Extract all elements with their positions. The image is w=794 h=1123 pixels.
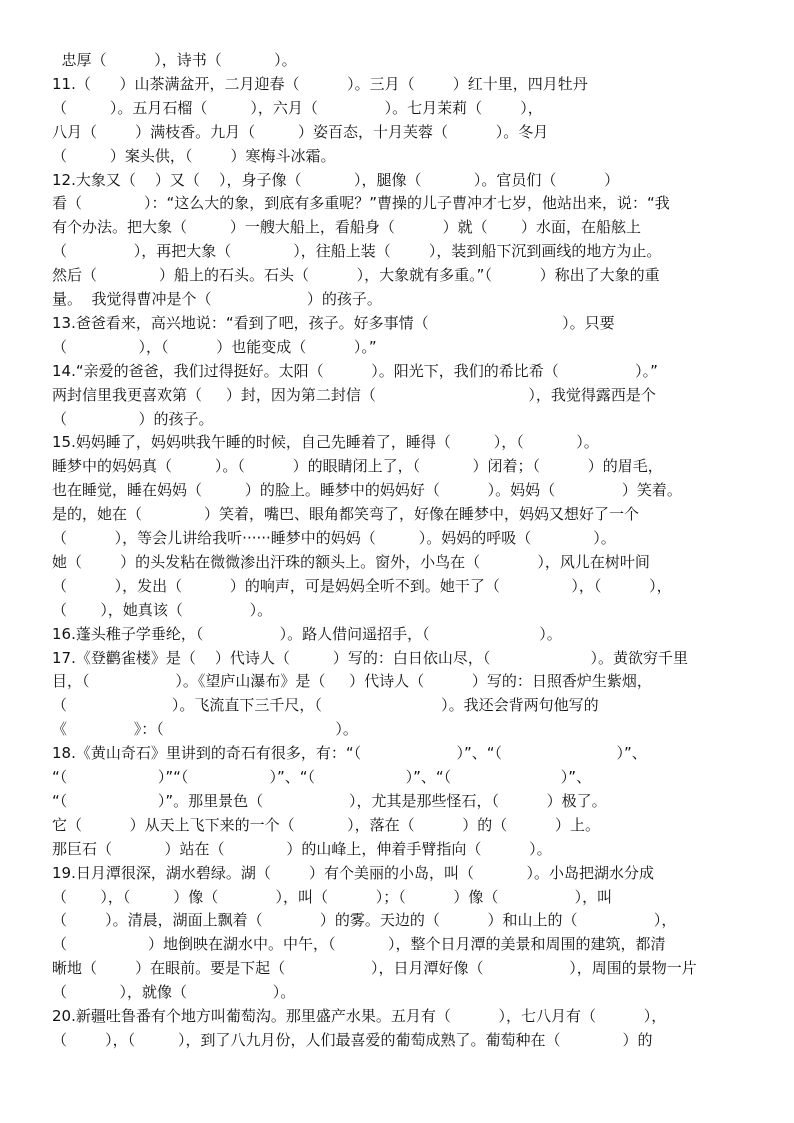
text-line: （ ）的孩子。 (52, 409, 214, 428)
text-line: 目，（ ）。《望庐山瀑布》是（ ）代诗人（ ）写的：日照香炉生紫烟， (52, 672, 652, 691)
text-line: （ ），（ ）也能变成（ ）。” (52, 337, 377, 356)
text-line: 量。 我觉得曹冲是个（ ）的孩子。 (52, 290, 382, 308)
text-line: 她（ ）的头发粘在微微渗出汗珠的额头上。窗外，小鸟在（ ），风儿在树叶间 (52, 552, 650, 571)
text-line: 睡梦中的妈妈真（ ）。（ ）的眼睛闭上了，（ ）闭着；（ ）的眉毛， (52, 457, 663, 476)
text-line: 看（ ）：“这么大的象，到底有多重呢？”曹操的儿子曹冲才七岁，他站出来，说：“我 (52, 194, 670, 213)
text-line: 15.妈妈睡了，妈妈哄我午睡的时候，自己先睡着了，睡得（ ），（ ）。 (52, 433, 599, 452)
text-line: 它（ ）从天上飞下来的一个（ ），落在（ ）的（ ）上。 (52, 815, 600, 834)
text-line: 也在睡觉，睡在妈妈（ ）的脸上。睡梦中的妈妈好（ ）。妈妈（ ）笑着。 (52, 481, 682, 500)
text-line: 19.日月潭很深，湖水碧绿。湖（ ）有个美丽的小岛，叫（ ）。小岛把湖水分成 (52, 863, 654, 882)
text-line: （ ）案头供，（ ）寒梅斗冰霜。 (52, 146, 336, 165)
text-line: 是的，她在（ ）笑着，嘴巴、眼角都笑弯了，好像在睡梦中，妈妈又想好了一个 (52, 505, 639, 524)
text-line: 12.大象又（ ）又（ ），身子像（ ），腿像（ ）。官员们（ ） (52, 170, 620, 189)
text-line: （ ），她真该（ ）。 (52, 600, 273, 619)
text-line: （ ），（ ）像（ ），叫（ ）；（ ）像（ ），叫 (52, 887, 613, 906)
text-line: 《 》：（ ）。 (52, 720, 358, 739)
text-line: 11.（ ）山茶满盆开，二月迎春（ ）。三月（ ）红十里，四月牡丹 (52, 74, 588, 93)
text-line: （ ），（ ），到了八九月份，人们最喜爱的葡萄成熟了。葡萄种在（ ）的 (52, 1030, 653, 1049)
text-line: “（ ）”。那里景色（ ），尤其是那些怪石，（ ）极了。 (52, 791, 607, 810)
text-line: 有个办法。把大象（ ）一艘大船上，看船身（ ）就（ ）水面，在船舷上 (52, 218, 641, 237)
text-line: 16.蓬头稚子学垂纶，（ ）。路人借问遥招手，（ ）。 (52, 624, 562, 643)
text-line: 忠厚（ ），诗书（ ）。 (52, 51, 297, 69)
text-line: 17.《登鹳雀楼》是（ ）代诗人（ ）写的：白日依山尽，（ ）。黄欲穷千里 (52, 648, 688, 667)
text-line: 20.新疆吐鲁番有个地方叫葡萄沟。那里盛产水果。五月有（ ），七八月有（ ）， (52, 1007, 667, 1025)
text-line: （ ）地倒映在湖水中。中午，（ ），整个日月潭的美景和周围的建筑，都清 (52, 935, 666, 954)
text-line: 18.《黄山奇石》里讲到的奇石有很多，有：“（ ）”、“（ ）”、 (52, 744, 647, 763)
text-line: 八月（ ）满枝香。九月（ ）姿百态，十月芙蓉（ ）。冬月 (52, 122, 549, 141)
text-line: 那巨石（ ）站在（ ）的山峰上，伸着手臂指向（ ）。 (52, 839, 552, 858)
text-line: 晰地（ ）在眼前。要是下起（ ），日月潭好像（ ），周围的景物一片 (52, 959, 697, 978)
text-line: 两封信里我更喜欢第（ ）封，因为第二封信（ ），我觉得露西是个 (52, 385, 656, 404)
text-line: 13.爸爸看来，高兴地说：“看到了吧，孩子。好多事情（ ）。只要 (52, 313, 615, 332)
text-line: （ ）。清晨，湖面上飘着（ ）的雾。天边的（ ）和山上的（ ）， (52, 911, 677, 930)
text-line: （ ），发出（ ）的响声，可是妈妈全听不到。她干了（ ），（ ）， (52, 576, 672, 595)
text-line: “（ ）”“（ ）”、“（ ）”、“（ ）”、 (52, 768, 592, 786)
text-line: （ ）。五月石榴（ ），六月（ ）。七月茉莉（ ）， (52, 98, 543, 117)
text-line: （ ），就像（ ）。 (52, 983, 296, 1002)
text-line: （ ），再把大象（ ），往船上装（ ），装到船下沉到画线的地方为止。 (52, 242, 662, 261)
text-line: 14.“亲爱的爸爸，我们过得挺好。太阳（ ）。阳光下，我们的希比希（ ）。” (52, 361, 658, 380)
text-line: 然后（ ）船上的石头。石头（ ），大象就有多重。”（ ）称出了大象的重 (52, 266, 660, 285)
text-line: （ ）。飞流直下三千尺，（ ）。我还会背两句他写的 (52, 696, 599, 715)
text-line: （ ），等会儿讲给我听······睡梦中的妈妈（ ）。妈妈的呼吸（ ）。 (52, 529, 616, 547)
